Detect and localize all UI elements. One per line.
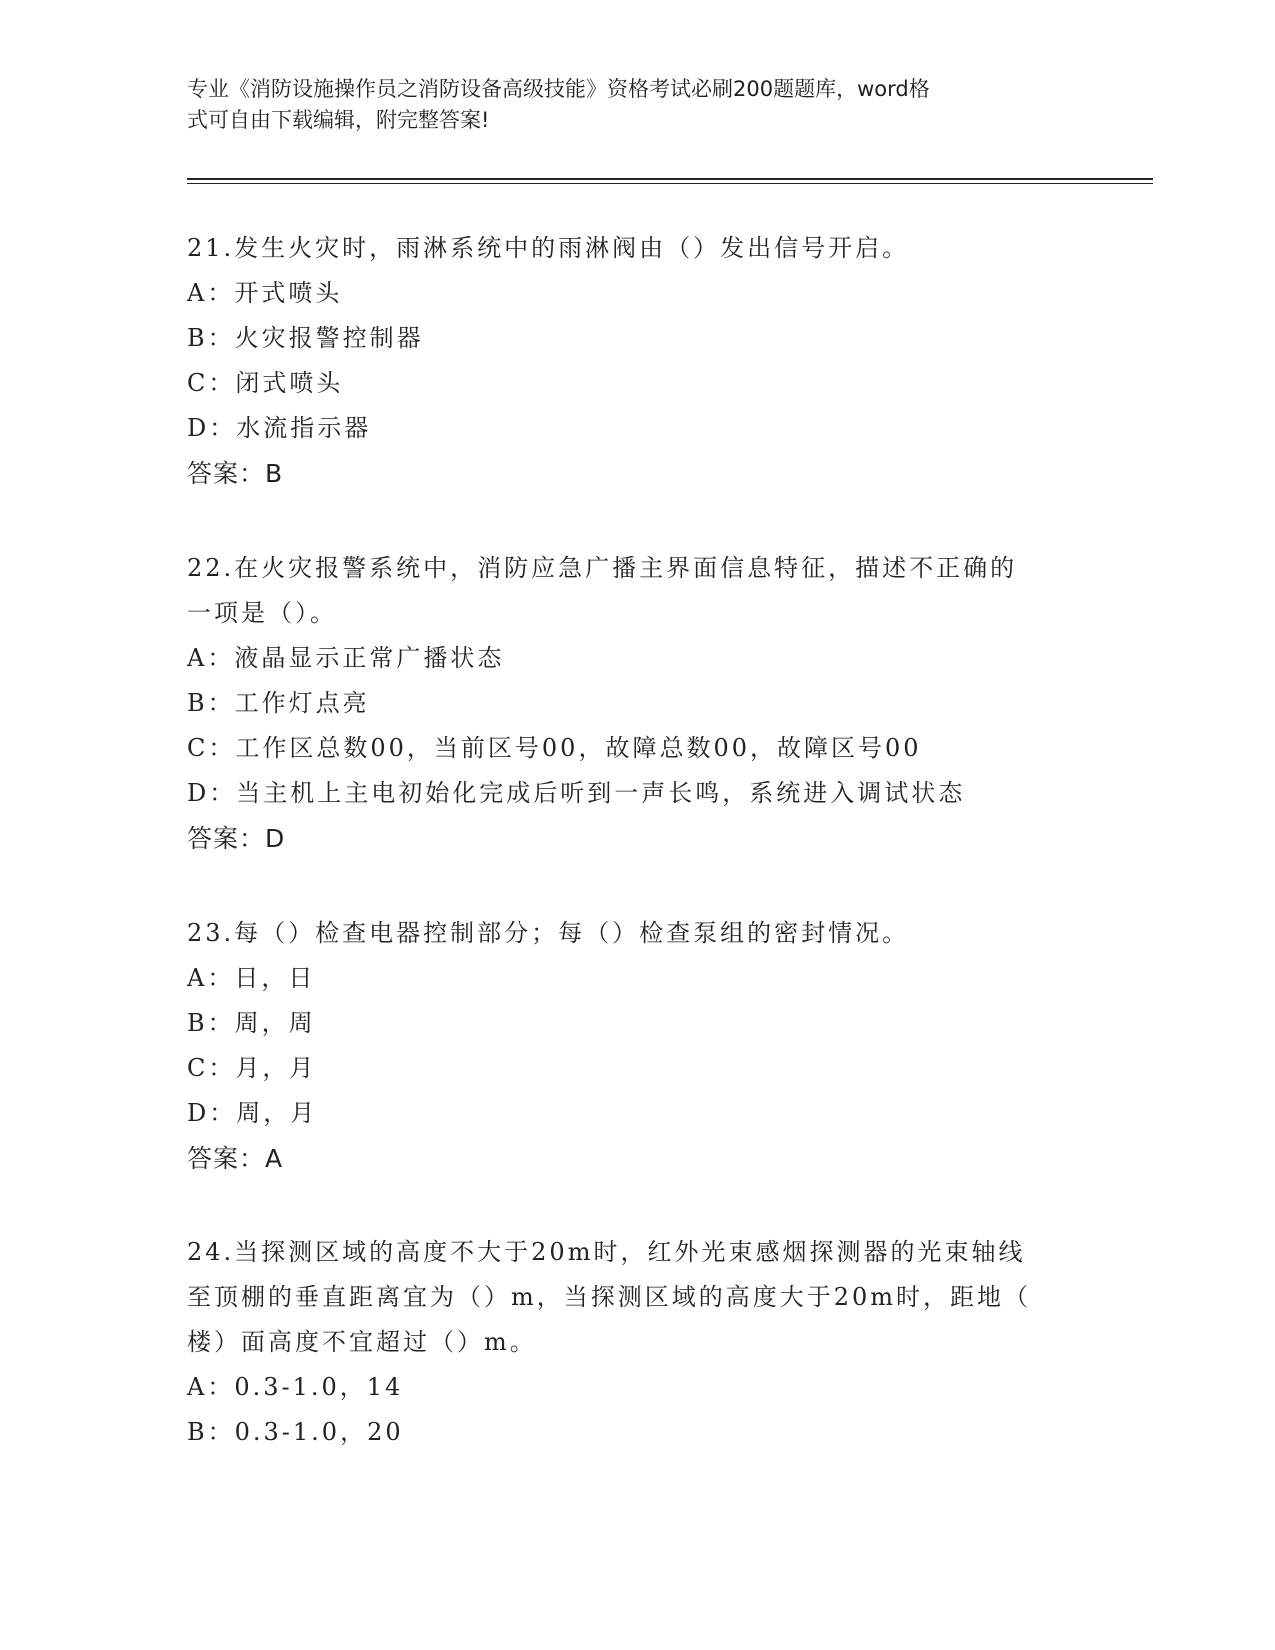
option-a: A：液晶显示正常广播状态 bbox=[187, 644, 505, 672]
question-stem: 22.在火灾报警系统中，消防应急广播主界面信息特征，描述不正确的 bbox=[187, 554, 1018, 582]
question-stem-cont-1: 至顶棚的垂直距离宜为（）m，当探测区域的高度大于20m时，距地（ bbox=[187, 1283, 1032, 1311]
option-a: A：开式喷头 bbox=[187, 279, 343, 307]
question-stem: 24.当探测区域的高度不大于20m时，红外光束感烟探测器的光束轴线 bbox=[187, 1238, 1026, 1266]
question-23 bbox=[187, 911, 1087, 1181]
option-b: B：周，周 bbox=[187, 1009, 316, 1037]
option-b: B：火灾报警控制器 bbox=[187, 324, 424, 352]
question-24 bbox=[187, 1230, 1087, 1455]
option-a: A：日，日 bbox=[187, 964, 316, 992]
option-a: A：0.3-1.0，14 bbox=[187, 1373, 404, 1401]
answer: 答案：A bbox=[187, 1144, 284, 1173]
option-b: B：0.3-1.0，20 bbox=[187, 1418, 404, 1446]
option-c: C：工作区总数00，当前区号00，故障总数00，故障区号00 bbox=[187, 734, 922, 762]
answer: 答案：D bbox=[187, 824, 286, 853]
question-stem: 21.发生火灾时，雨淋系统中的雨淋阀由（）发出信号开启。 bbox=[187, 234, 910, 262]
option-d: D：当主机上主电初始化完成后听到一声长鸣，系统进入调试状态 bbox=[187, 779, 966, 807]
option-d: D：周，月 bbox=[187, 1099, 318, 1127]
option-c: C：闭式喷头 bbox=[187, 369, 344, 397]
option-c: C：月，月 bbox=[187, 1054, 317, 1082]
question-22 bbox=[187, 546, 1087, 861]
option-b: B：工作灯点亮 bbox=[187, 689, 370, 717]
header-line-1: 专业《消防设施操作员之消防设备高级技能》资格考试必刷200题题库，word格 bbox=[187, 77, 930, 101]
question-stem-cont-2: 楼）面高度不宜超过（）m。 bbox=[187, 1328, 537, 1356]
answer: 答案：B bbox=[187, 459, 284, 488]
question-stem-cont: 一项是（）。 bbox=[187, 599, 337, 627]
document-header bbox=[187, 74, 1087, 136]
header-divider-thick bbox=[187, 178, 1153, 180]
header-divider-thin bbox=[187, 183, 1153, 184]
option-d: D：水流指示器 bbox=[187, 414, 372, 442]
question-stem: 23.每（）检查电器控制部分；每（）检查泵组的密封情况。 bbox=[187, 919, 910, 947]
question-21 bbox=[187, 226, 1087, 496]
header-line-2: 式可自由下载编辑，附完整答案! bbox=[187, 108, 490, 132]
